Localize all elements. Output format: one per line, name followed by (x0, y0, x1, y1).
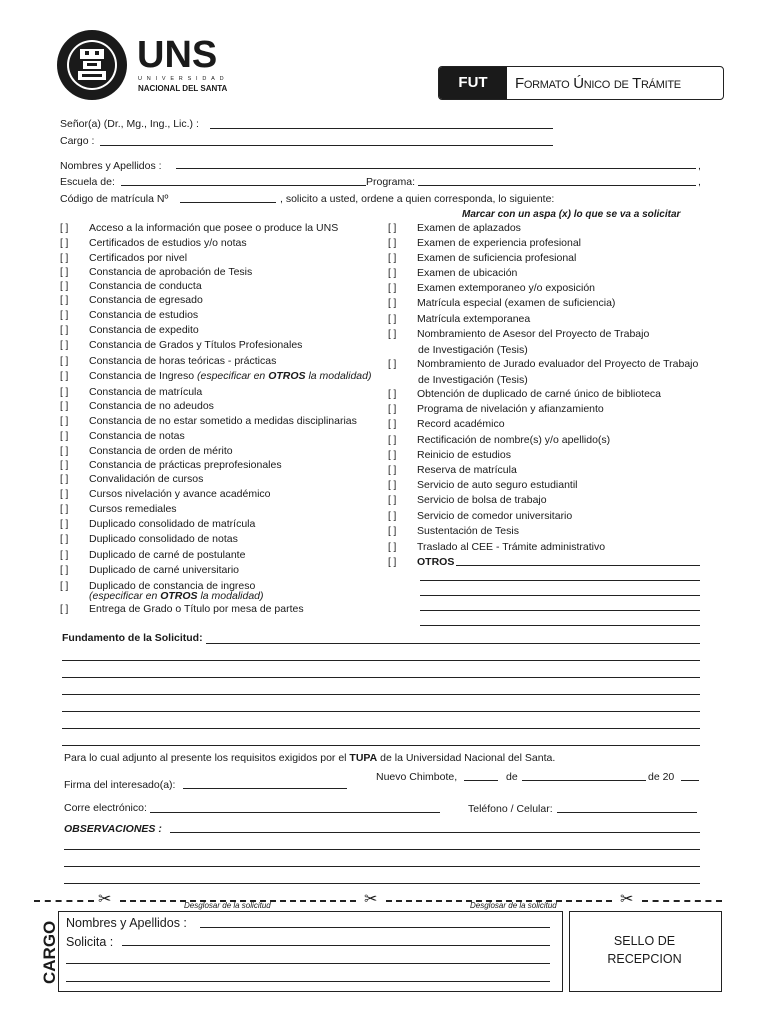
cargo-nombres-input-line[interactable] (200, 927, 550, 928)
programa-comma: , (698, 176, 701, 188)
fut-header-box (438, 66, 724, 100)
fut-title: Formato Único de Trámite (515, 75, 681, 92)
fundamento-label: Fundamento de la Solicitud: (62, 632, 203, 644)
observaciones-label: OBSERVACIONES : (64, 823, 162, 835)
checkbox-entrega-grado[interactable]: [ ] (60, 604, 69, 615)
checkbox-duplicado-ingreso[interactable]: [ ] (60, 581, 69, 592)
codigo-label: Código de matrícula Nº (60, 193, 169, 205)
checkbox-right-10[interactable]: [ ] (388, 404, 397, 415)
otros-input-line-2[interactable] (420, 580, 700, 581)
option-left-3: Constancia de aprobación de Tesis (89, 266, 253, 278)
option-jurado-continuation: de Investigación (Tesis) (418, 374, 528, 386)
fundamento-input-line-4[interactable] (62, 694, 700, 695)
correo-input-line[interactable] (150, 812, 440, 813)
observaciones-input-line-1[interactable] (170, 832, 700, 833)
checkbox-left-3[interactable]: [ ] (60, 267, 69, 278)
instruction-text: Marcar con un aspa (x) lo que se va a solicitar (462, 209, 681, 220)
checkbox-left-21[interactable]: [ ] (60, 550, 69, 561)
fundamento-input-line-7[interactable] (62, 745, 700, 746)
desglosar-label-1: Desglosar de la solicitud (184, 901, 271, 910)
firma-label: Firma del interesado(a): (64, 779, 176, 791)
logo-subtitle-universidad: UNIVERSIDAD (138, 76, 229, 82)
senor-input-line[interactable] (210, 128, 553, 129)
scissors-icon: ✂ (364, 891, 378, 908)
logo-subtitle-nacional: NACIONAL DEL SANTA (138, 84, 228, 93)
option-right-6: Matrícula extemporanea (417, 313, 531, 325)
option-left-17: Cursos nivelación y avance académico (89, 488, 271, 500)
option-left-0: Acceso a la información que posee o produce la UNS (89, 222, 339, 234)
checkbox-right-19[interactable]: [ ] (388, 542, 397, 553)
checkbox-left-19[interactable]: [ ] (60, 519, 69, 530)
year-label: de 20 (648, 771, 675, 783)
option-left-8: Constancia de Grados y Títulos Profesionales (89, 339, 303, 351)
fundamento-input-line-6[interactable] (62, 728, 700, 729)
checkbox-left-6[interactable]: [ ] (60, 310, 69, 321)
cargo-solicita-input-line-3[interactable] (66, 981, 550, 982)
option-right-1: Examen de experiencia profesional (417, 237, 582, 249)
option-left-5: Constancia de egresado (89, 294, 203, 306)
option-right-9: Obtención de duplicado de carné único de biblioteca (417, 388, 662, 400)
option-right-11: Record académico (417, 418, 505, 430)
fundamento-input-line-3[interactable] (62, 677, 700, 678)
observaciones-input-line-4[interactable] (64, 883, 700, 884)
option-otros: OTROS (417, 556, 455, 568)
cargo-solicita-input-line-1[interactable] (122, 945, 550, 946)
checkbox-left-10[interactable]: [ ] (60, 387, 69, 398)
option-left-20: Duplicado consolidado de notas (89, 533, 238, 545)
checkbox-right-5[interactable]: [ ] (388, 298, 397, 309)
option-left-21: Duplicado de carné de postulante (89, 549, 246, 561)
checkbox-right-12[interactable]: [ ] (388, 435, 397, 446)
option-left-19: Duplicado consolidado de matrícula (89, 518, 256, 530)
checkbox-right-13[interactable]: [ ] (388, 450, 397, 461)
telefono-label: Teléfono / Celular: (468, 803, 553, 815)
option-right-10: Programa de nivelación y afianzamiento (417, 403, 604, 415)
option-left-12: Constancia de no estar sometido a medidas disciplinarias (89, 415, 357, 427)
option-right-7: Nombramiento de Asesor del Proyecto de Trabajo (417, 328, 650, 340)
option-constancia-ingreso: Constancia de Ingreso (especificar en OTROS la modalidad) (89, 370, 372, 382)
checkbox-left-18[interactable]: [ ] (60, 504, 69, 515)
checkbox-right-8[interactable]: [ ] (388, 359, 397, 370)
fundamento-input-line-1[interactable] (206, 643, 700, 644)
option-entrega-grado: Entrega de Grado o Título por mesa de partes (89, 603, 304, 615)
programa-input-line[interactable] (418, 185, 696, 186)
university-seal-logo (56, 29, 128, 101)
checkbox-left-17[interactable]: [ ] (60, 489, 69, 500)
checkbox-left-12[interactable]: [ ] (60, 416, 69, 427)
otros-input-line-3[interactable] (420, 595, 700, 596)
option-duplicado-ingreso: Duplicado de constancia de ingreso (89, 580, 256, 592)
option-left-22: Duplicado de carné universitario (89, 564, 239, 576)
otros-input-line-5[interactable] (420, 625, 700, 626)
adjunto-text: Para lo cual adjunto al presente los requisitos exigidos por el TUPA de la Universidad Nacional del Santa. (64, 752, 556, 764)
option-right-19: Traslado al CEE - Trámite administrativo (417, 541, 606, 553)
checkbox-right-17[interactable]: [ ] (388, 511, 397, 522)
option-duplicado-ingreso-note: (especificar en OTROS la modalidad) (89, 590, 264, 602)
cut-line-segment-1 (34, 900, 94, 902)
logo-text: UNS (137, 34, 218, 76)
cargo-solicita-input-line-2[interactable] (66, 963, 550, 964)
escuela-label: Escuela de: (60, 176, 115, 188)
checkbox-constancia-ingreso[interactable]: [ ] (60, 371, 69, 382)
checkbox-right-16[interactable]: [ ] (388, 495, 397, 506)
desglosar-label-2: Desglosar de la solicitud (470, 901, 557, 910)
option-right-5: Matrícula especial (examen de suficiencia) (417, 297, 616, 309)
option-right-16: Servicio de bolsa de trabajo (417, 494, 547, 506)
sello-label-1: SELLO DE (613, 934, 676, 948)
cargo-nombres-label: Nombres y Apellidos : (66, 916, 187, 930)
firma-input-line[interactable] (183, 788, 347, 789)
option-left-18: Cursos remediales (89, 503, 177, 515)
cut-line-segment-4 (642, 900, 722, 902)
option-right-8: Nombramiento de Jurado evaluador del Proyecto de Trabajo (417, 358, 699, 370)
checkbox-right-2[interactable]: [ ] (388, 253, 397, 264)
checkbox-left-9[interactable]: [ ] (60, 356, 69, 367)
checkbox-left-7[interactable]: [ ] (60, 325, 69, 336)
cargo-label: Cargo : (60, 135, 95, 147)
checkbox-right-4[interactable]: [ ] (388, 283, 397, 294)
nuevo-chimbote-label: Nuevo Chimbote, (376, 771, 458, 783)
option-left-11: Constancia de no adeudos (89, 400, 214, 412)
checkbox-right-3[interactable]: [ ] (388, 268, 397, 279)
checkbox-left-14[interactable]: [ ] (60, 446, 69, 457)
checkbox-left-16[interactable]: [ ] (60, 474, 69, 485)
option-right-17: Servicio de comedor universitario (417, 510, 573, 522)
checkbox-right-0[interactable]: [ ] (388, 223, 397, 234)
option-left-14: Constancia de orden de mérito (89, 445, 233, 457)
option-left-1: Certificados de estudios y/o notas (89, 237, 247, 249)
option-left-16: Convalidación de cursos (89, 473, 204, 485)
checkbox-right-9[interactable]: [ ] (388, 389, 397, 400)
nombres-label: Nombres y Apellidos : (60, 160, 162, 172)
fundamento-input-line-5[interactable] (62, 711, 700, 712)
nombres-input-line[interactable] (176, 168, 696, 169)
nombres-comma: , (698, 160, 701, 172)
option-right-15: Servicio de auto seguro estudiantil (417, 479, 578, 491)
checkbox-right-15[interactable]: [ ] (388, 480, 397, 491)
option-right-14: Reserva de matrícula (417, 464, 517, 476)
checkbox-right-11[interactable]: [ ] (388, 419, 397, 430)
day-input-line[interactable] (464, 780, 498, 781)
option-left-10: Constancia de matrícula (89, 386, 203, 398)
checkbox-left-8[interactable]: [ ] (60, 340, 69, 351)
cargo-solicita-label: Solicita : (66, 935, 114, 949)
option-left-4: Constancia de conducta (89, 280, 202, 292)
correo-label: Corre electrónico: (64, 802, 147, 814)
option-left-9: Constancia de horas teóricas - prácticas (89, 355, 277, 367)
scissors-icon: ✂ (98, 891, 112, 908)
option-right-13: Reinicio de estudios (417, 449, 511, 461)
cargo-vertical-label: CARGO (40, 920, 59, 984)
senor-label: Señor(a) (Dr., Mg., Ing., Lic.) : (60, 118, 199, 130)
checkbox-otros[interactable]: [ ] (388, 557, 397, 568)
scissors-icon: ✂ (620, 891, 634, 908)
option-right-12: Rectificación de nombre(s) y/o apellido(s) (417, 434, 611, 446)
sello-label-2: RECEPCION (607, 952, 682, 966)
year-input-line[interactable] (681, 780, 699, 781)
option-right-0: Examen de aplazados (417, 222, 521, 234)
cargo-input-line[interactable] (100, 145, 553, 146)
option-right-2: Examen de suficiencia profesional (417, 252, 577, 264)
otros-input-line-4[interactable] (420, 610, 700, 611)
solicito-text: , solicito a usted, ordene a quien corresponda, lo siguiente: (280, 193, 555, 205)
checkbox-left-5[interactable]: [ ] (60, 295, 69, 306)
checkbox-left-20[interactable]: [ ] (60, 534, 69, 545)
checkbox-right-14[interactable]: [ ] (388, 465, 397, 476)
checkbox-left-11[interactable]: [ ] (60, 401, 69, 412)
option-left-15: Constancia de prácticas preprofesionales (89, 459, 282, 471)
programa-label: Programa: (366, 176, 416, 188)
checkbox-left-2[interactable]: [ ] (60, 253, 69, 264)
checkbox-left-22[interactable]: [ ] (60, 565, 69, 576)
option-left-13: Constancia de notas (89, 430, 185, 442)
option-left-2: Certificados por nivel (89, 252, 188, 264)
checkbox-right-6[interactable]: [ ] (388, 314, 397, 325)
de-label: de (506, 771, 518, 783)
otros-input-line-1[interactable] (456, 565, 700, 566)
checkbox-left-13[interactable]: [ ] (60, 431, 69, 442)
option-asesor-continuation: de Investigación (Tesis) (418, 344, 528, 356)
checkbox-right-18[interactable]: [ ] (388, 526, 397, 537)
checkbox-left-4[interactable]: [ ] (60, 281, 69, 292)
option-left-7: Constancia de expedito (89, 324, 199, 336)
option-right-18: Sustentación de Tesis (417, 525, 519, 537)
checkbox-right-7[interactable]: [ ] (388, 329, 397, 340)
codigo-input-line[interactable] (180, 202, 276, 203)
option-left-6: Constancia de estudios (89, 309, 199, 321)
checkbox-left-1[interactable]: [ ] (60, 238, 69, 249)
telefono-input-line[interactable] (557, 812, 697, 813)
observaciones-input-line-3[interactable] (64, 866, 700, 867)
month-input-line[interactable] (522, 780, 646, 781)
fundamento-input-line-2[interactable] (62, 660, 700, 661)
observaciones-input-line-2[interactable] (64, 849, 700, 850)
escuela-input-line[interactable] (121, 185, 366, 186)
checkbox-left-15[interactable]: [ ] (60, 460, 69, 471)
option-right-3: Examen de ubicación (417, 267, 518, 279)
checkbox-left-0[interactable]: [ ] (60, 223, 69, 234)
checkbox-right-1[interactable]: [ ] (388, 238, 397, 249)
fut-label: FUT (439, 67, 507, 99)
option-right-4: Examen extemporaneo y/o exposición (417, 282, 596, 294)
